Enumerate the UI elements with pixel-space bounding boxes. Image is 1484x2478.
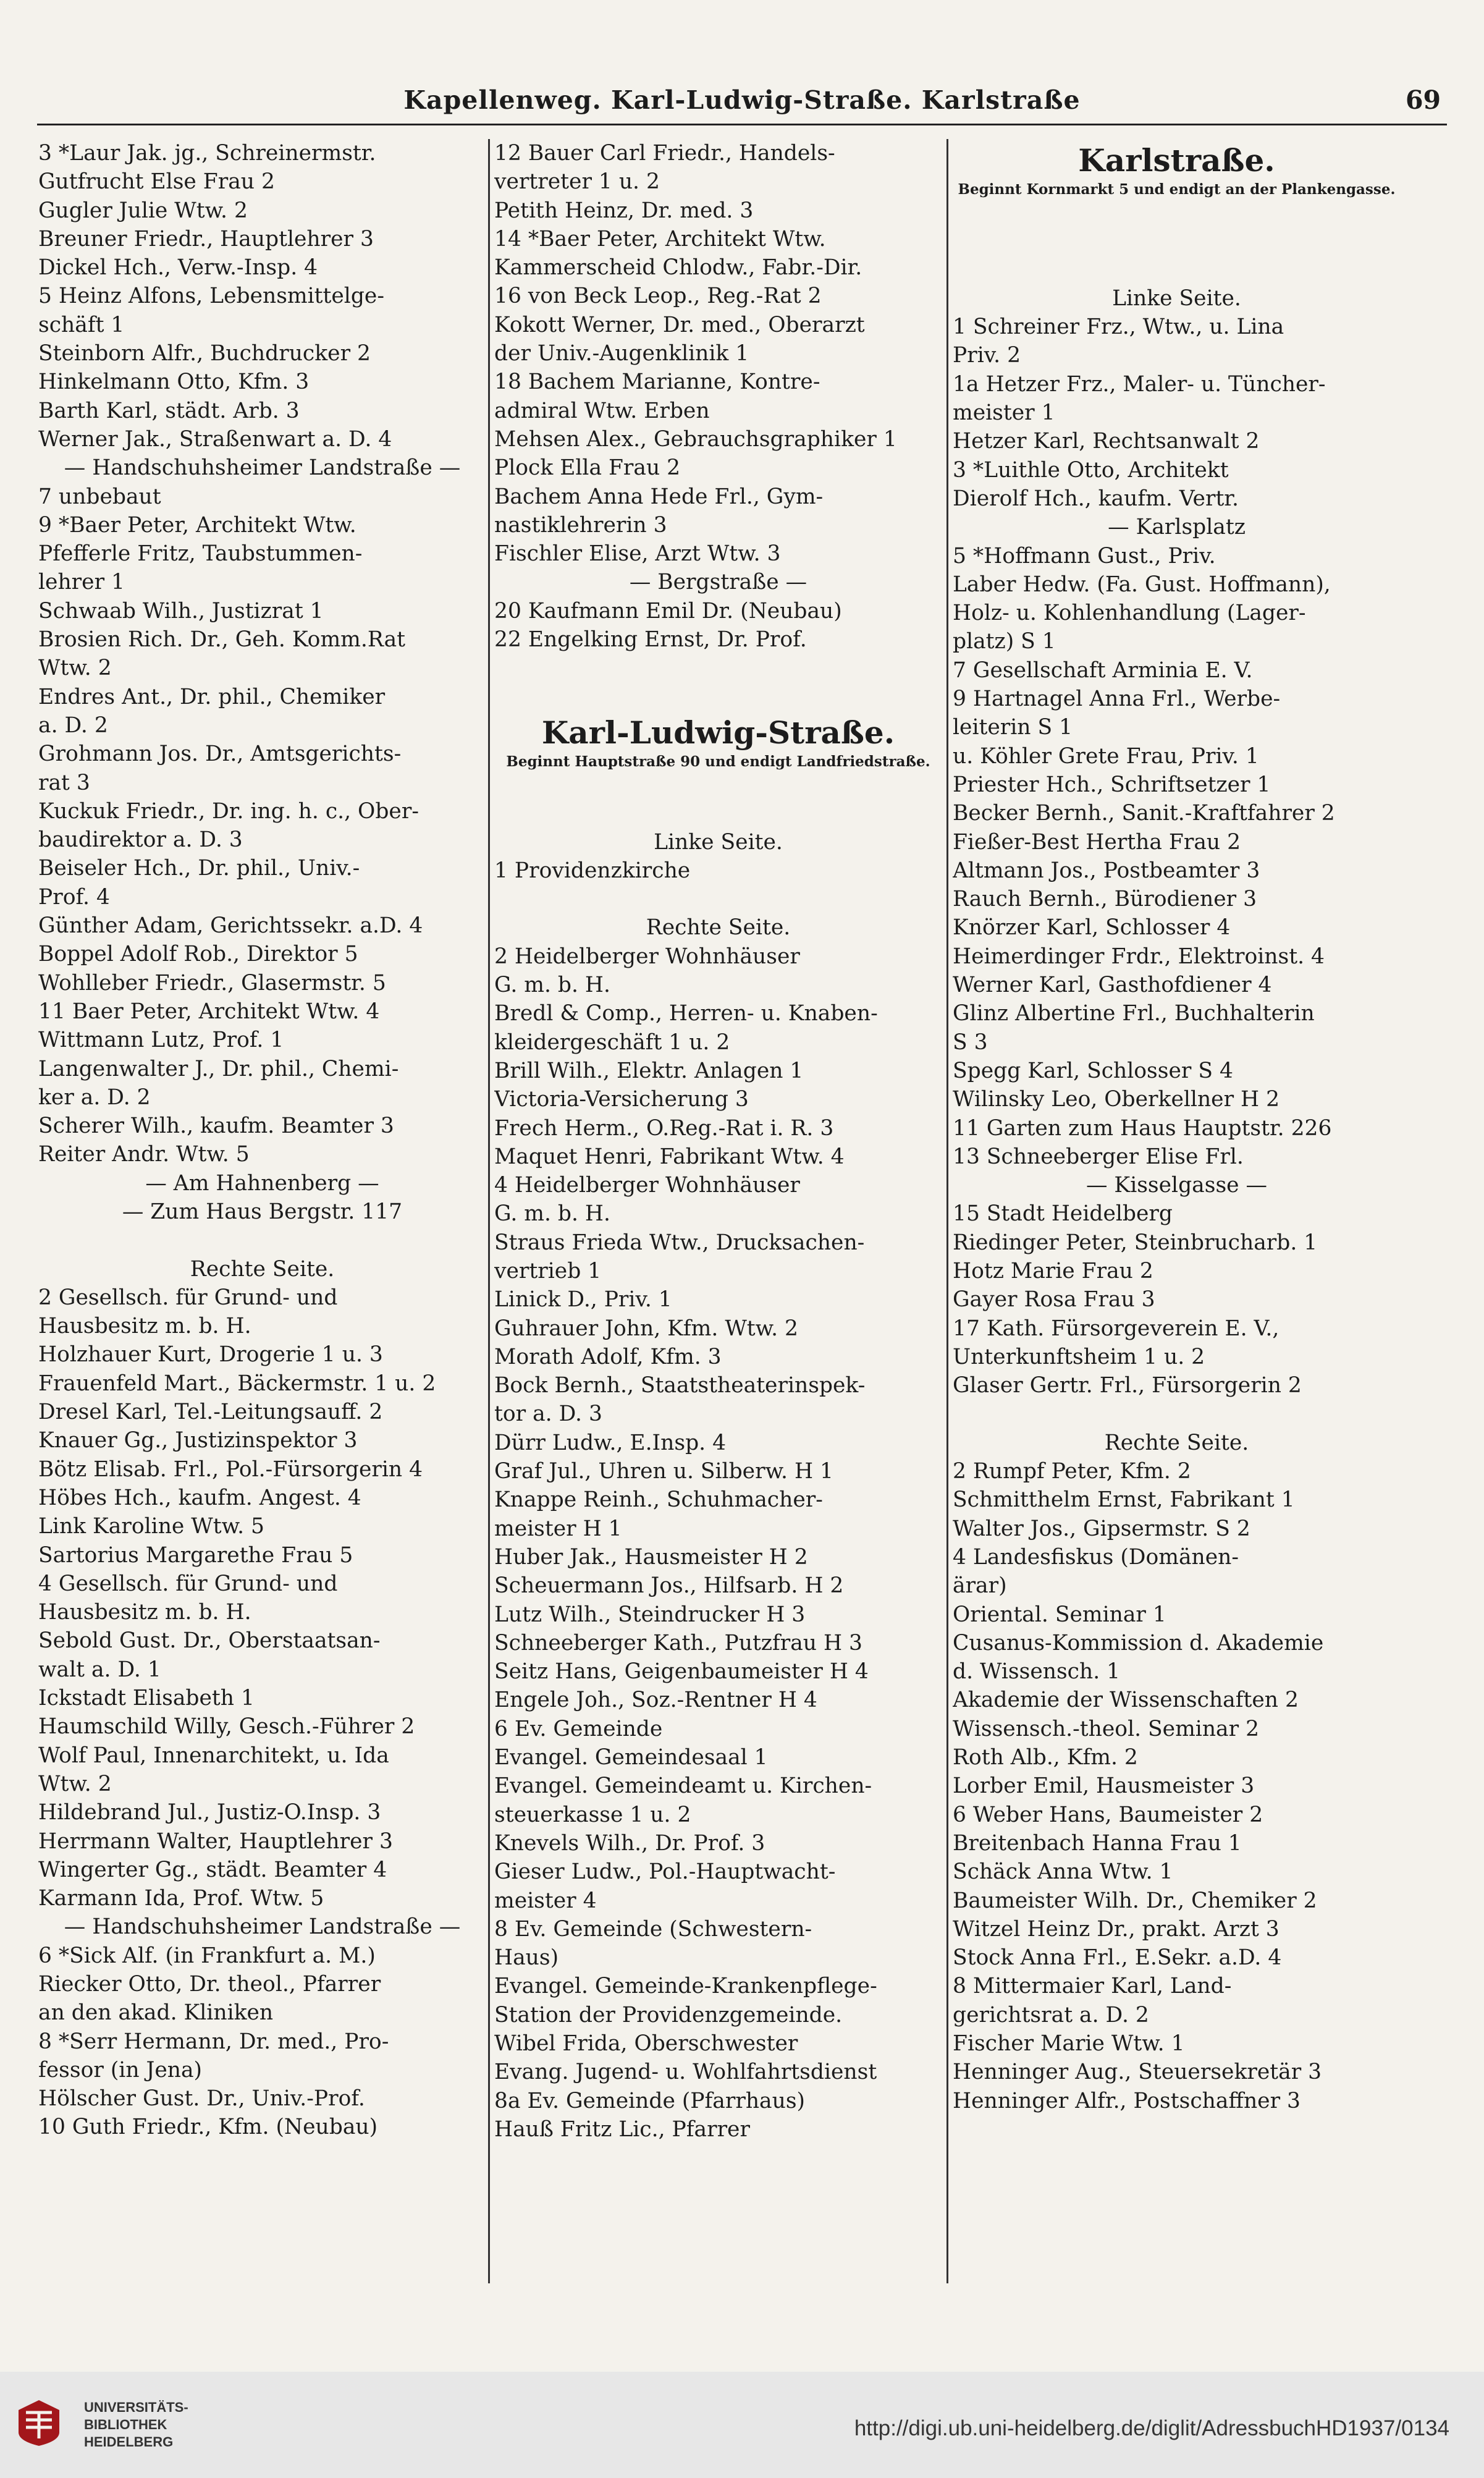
blank-line: [953, 1400, 1401, 1428]
blank-line: [494, 885, 942, 913]
directory-entry: 2 Heidelberger Wohnhäuser: [494, 944, 800, 969]
directory-entry: baudirektor a. D. 3: [38, 827, 243, 853]
directory-entry: Priester Hch., Schriftsetzer 1: [953, 772, 1271, 797]
directory-entry: Glinz Albertine Frl., Buchhalterin: [953, 1001, 1315, 1026]
directory-entry: 5 *Hoffmann Gust., Priv.: [953, 543, 1216, 569]
directory-entry: Herrmann Walter, Hauptlehrer 3: [38, 1829, 393, 1854]
directory-entry: Schwaab Wilh., Justizrat 1: [38, 598, 324, 624]
directory-entry: Linick D., Priv. 1: [494, 1287, 672, 1313]
directory-entry: Werner Jak., Straßenwart a. D. 4: [38, 426, 392, 452]
directory-entry: 11 Baer Peter, Architekt Wtw. 4: [38, 999, 380, 1024]
directory-entry: Cusanus-Kommission d. Akademie: [953, 1630, 1324, 1656]
directory-entry: Evangel. Gemeindeamt u. Kirchen-: [494, 1774, 872, 1799]
directory-entry: Sartorius Margarethe Frau 5: [38, 1542, 353, 1568]
directory-entry: 18 Bachem Marianne, Kontre-: [494, 370, 820, 395]
directory-entry: Dickel Hch., Verw.-Insp. 4: [38, 255, 318, 281]
directory-entry: 13 Schneeberger Elise Frl.: [953, 1144, 1244, 1169]
directory-entry: Priv. 2: [953, 343, 1021, 368]
directory-entry: lehrer 1: [38, 570, 125, 595]
directory-entry: 8 Mittermaier Karl, Land-: [953, 1974, 1232, 1999]
directory-entry: gerichtsrat a. D. 2: [953, 2002, 1149, 2028]
directory-entry: Straus Frieda Wtw., Drucksachen-: [494, 1230, 865, 1255]
library-logo-text: [84, 2399, 188, 2451]
directory-entry: Scheuermann Jos., Hilfsarb. H 2: [494, 1573, 844, 1599]
directory-entry: Fischler Elise, Arzt Wtw. 3: [494, 541, 781, 567]
blank-line: [953, 256, 1401, 284]
directory-entry: Knörzer Karl, Schlosser 4: [953, 915, 1231, 941]
directory-entry: vertrieb 1: [494, 1258, 602, 1283]
directory-entry: Holzhauer Kurt, Drogerie 1 u. 3: [38, 1342, 383, 1368]
directory-entry: Roth Alb., Kfm. 2: [953, 1745, 1138, 1770]
directory-entry: 2 Rumpf Peter, Kfm. 2: [953, 1459, 1191, 1484]
directory-entry: meister H 1: [494, 1516, 622, 1541]
directory-entry: Morath Adolf, Kfm. 3: [494, 1344, 722, 1369]
column-rule: [946, 139, 948, 2283]
directory-entry: 2 Gesellsch. für Grund- und: [38, 1285, 338, 1310]
directory-entry: Guhrauer John, Kfm. Wtw. 2: [494, 1316, 798, 1341]
directory-entry: 8 *Serr Hermann, Dr. med., Pro-: [38, 2029, 389, 2054]
directory-entry: 6 *Sick Alf. (in Frankfurt a. M.): [38, 1943, 376, 1968]
directory-entry: Frech Herm., O.Reg.-Rat i. R. 3: [494, 1115, 834, 1141]
side-heading: Linke Seite.: [1112, 285, 1241, 311]
directory-entry: G. m. b. H.: [494, 973, 610, 998]
logo-line: BIBLIOTHEK: [84, 2417, 167, 2432]
directory-entry: Mehsen Alex., Gebrauchsgraphiker 1: [494, 426, 897, 452]
directory-entry: Brill Wilh., Elektr. Anlagen 1: [494, 1058, 804, 1083]
directory-entry: Heimerdinger Frdr., Elektroinst. 4: [953, 944, 1325, 969]
directory-entry: Oriental. Seminar 1: [953, 1602, 1166, 1627]
directory-entry: Link Karoline Wtw. 5: [38, 1514, 264, 1539]
directory-entry: Petith Heinz, Dr. med. 3: [494, 198, 754, 223]
directory-entry: Henninger Alfr., Postschaffner 3: [953, 2088, 1301, 2113]
directory-entry: 11 Garten zum Haus Hauptstr. 226: [953, 1115, 1332, 1141]
directory-entry: Beiseler Hch., Dr. phil., Univ.-: [38, 856, 360, 881]
directory-entry: leiterin S 1: [953, 715, 1073, 740]
directory-entry: Lutz Wilh., Steindrucker H 3: [494, 1602, 806, 1627]
directory-entry: Kammerscheid Chlodw., Fabr.-Dir.: [494, 255, 862, 281]
directory-entry: Bock Bernh., Staatstheaterinspek-: [494, 1373, 866, 1398]
directory-entry: 4 Heidelberger Wohnhäuser: [494, 1173, 800, 1198]
directory-entry: Wibel Frida, Oberschwester: [494, 2031, 798, 2056]
library-logo-icon: [14, 2398, 64, 2448]
blank-line: [494, 654, 942, 682]
directory-entry: Laber Hedw. (Fa. Gust. Hoffmann),: [953, 572, 1331, 597]
street-title: Karl-Ludwig-Straße.: [541, 714, 895, 751]
directory-entry: ker a. D. 2: [38, 1085, 151, 1110]
running-title: Kapellenweg. Karl-Ludwig-Straße. Karlstraße: [403, 85, 1081, 115]
cross-street-label: — Handschuhsheimer Landstraße —: [64, 1914, 461, 1940]
directory-entry: Schäck Anna Wtw. 1: [953, 1859, 1173, 1885]
directory-entry: Langenwalter J., Dr. phil., Chemi-: [38, 1056, 399, 1081]
directory-entry: 20 Kaufmann Emil Dr. (Neubau): [494, 598, 842, 624]
logo-line: HEIDELBERG: [84, 2434, 174, 2450]
directory-entry: 1a Hetzer Frz., Maler- u. Tüncher-: [953, 371, 1326, 397]
street-title: Karlstraße.: [1078, 142, 1275, 179]
directory-entry: 10 Guth Friedr., Kfm. (Neubau): [38, 2115, 378, 2140]
directory-entry: platz) S 1: [953, 629, 1056, 654]
directory-entry: fessor (in Jena): [38, 2057, 202, 2083]
column-right: [953, 139, 1401, 2115]
logo-line: UNIVERSITÄTS-: [84, 2400, 188, 2415]
directory-entry: Gayer Rosa Frau 3: [953, 1287, 1155, 1313]
directory-entry: 16 von Beck Leop., Reg.-Rat 2: [494, 284, 822, 309]
side-heading: Rechte Seite.: [190, 1256, 335, 1282]
cross-street-label: — Zum Haus Bergstr. 117: [122, 1199, 403, 1224]
directory-entry: Akademie der Wissenschaften 2: [953, 1688, 1299, 1713]
directory-entry: Evangel. Gemeinde-Krankenpflege-: [494, 1974, 877, 1999]
cross-street-label: — Bergstraße —: [629, 570, 807, 595]
directory-entry: Gugler Julie Wtw. 2: [38, 198, 248, 223]
directory-entry: Hetzer Karl, Rechtsanwalt 2: [953, 429, 1260, 454]
directory-entry: meister 1: [953, 400, 1055, 426]
directory-entry: Holz- u. Kohlenhandlung (Lager-: [953, 601, 1306, 626]
directory-entry: nastiklehrerin 3: [494, 512, 667, 538]
directory-entry: Hildebrand Jul., Justiz-O.Insp. 3: [38, 1800, 381, 1825]
directory-entry: 3 *Luithle Otto, Architekt: [953, 457, 1229, 483]
directory-entry: Hausbesitz m. b. H.: [38, 1314, 251, 1339]
directory-entry: meister 4: [494, 1888, 597, 1913]
directory-entry: Station der Providenzgemeinde.: [494, 2002, 843, 2028]
directory-entry: 7 unbebaut: [38, 484, 161, 509]
directory-entry: Victoria-Versicherung 3: [494, 1087, 749, 1112]
blank-line: [494, 771, 942, 799]
directory-entry: Wissensch.-theol. Seminar 2: [953, 1716, 1260, 1741]
directory-entry: 9 Hartnagel Anna Frl., Werbe-: [953, 687, 1281, 712]
directory-entry: Maquet Henri, Fabrikant Wtw. 4: [494, 1144, 845, 1169]
directory-entry: Werner Karl, Gasthofdiener 4: [953, 973, 1272, 998]
directory-entry: 8 Ev. Gemeinde (Schwestern-: [494, 1916, 812, 1942]
directory-entry: 9 *Baer Peter, Architekt Wtw.: [38, 512, 356, 538]
directory-entry: Fießer-Best Hertha Frau 2: [953, 829, 1241, 855]
directory-entry: Endres Ant., Dr. phil., Chemiker: [38, 684, 386, 709]
column-left: [38, 139, 486, 2142]
directory-entry: Schneeberger Kath., Putzfrau H 3: [494, 1630, 863, 1656]
directory-entry: Wolf Paul, Innenarchitekt, u. Ida: [38, 1743, 389, 1768]
street-note: Beginnt Hauptstraße 90 und endigt Landfriedstraße.: [506, 753, 930, 770]
directory-entry: Seitz Hans, Geigenbaumeister H 4: [494, 1659, 869, 1685]
library-footer: [0, 2372, 1484, 2478]
directory-entry: Dürr Ludw., E.Insp. 4: [494, 1430, 727, 1455]
directory-entry: d. Wissensch. 1: [953, 1659, 1121, 1685]
directory-entry: Frauenfeld Mart., Bäckermstr. 1 u. 2: [38, 1371, 436, 1396]
directory-entry: Altmann Jos., Postbeamter 3: [953, 858, 1260, 883]
directory-entry: Kokott Werner, Dr. med., Oberarzt: [494, 312, 865, 337]
directory-entry: walt a. D. 1: [38, 1657, 161, 1682]
directory-entry: Becker Bernh., Sanit.-Kraftfahrer 2: [953, 801, 1335, 826]
blank-line: [494, 683, 942, 711]
blank-line: [953, 227, 1401, 255]
column-middle: [494, 139, 942, 2144]
directory-entry: ärar): [953, 1573, 1007, 1599]
directory-entry: Henninger Aug., Steuersekretär 3: [953, 2060, 1322, 2085]
directory-entry: Wilinsky Leo, Oberkellner H 2: [953, 1087, 1280, 1112]
directory-entry: Breuner Friedr., Hauptlehrer 3: [38, 226, 374, 252]
directory-entry: Breitenbach Hanna Frau 1: [953, 1830, 1242, 1856]
directory-entry: kleidergeschäft 1 u. 2: [494, 1030, 730, 1055]
blank-line: [38, 1226, 486, 1254]
directory-entry: 4 Landesfiskus (Domänen-: [953, 1544, 1239, 1570]
directory-entry: Engele Joh., Soz.-Rentner H 4: [494, 1688, 817, 1713]
directory-entry: Fischer Marie Wtw. 1: [953, 2031, 1185, 2056]
directory-entry: Dresel Karl, Tel.-Leitungsauff. 2: [38, 1400, 383, 1425]
directory-entry: Prof. 4: [38, 884, 110, 910]
directory-entry: Günther Adam, Gerichtssekr. a.D. 4: [38, 913, 423, 939]
directory-entry: Wingerter Gg., städt. Beamter 4: [38, 1857, 387, 1882]
directory-entry: Walter Jos., Gipsermstr. S 2: [953, 1516, 1250, 1541]
directory-entry: Knappe Reinh., Schuhmacher-: [494, 1487, 823, 1513]
column-rule: [488, 139, 490, 2283]
directory-entry: a. D. 2: [38, 713, 108, 738]
directory-entry: 1 Schreiner Frz., Wtw., u. Lina: [953, 315, 1284, 340]
directory-entry: Wtw. 2: [38, 656, 112, 681]
directory-entry: Wohlleber Friedr., Glasermstr. 5: [38, 970, 386, 996]
directory-entry: Plock Ella Frau 2: [494, 455, 681, 481]
directory-entry: Dierolf Hch., kaufm. Vertr.: [953, 486, 1239, 511]
directory-entry: Haus): [494, 1945, 559, 1971]
directory-entry: Rauch Bernh., Bürodiener 3: [953, 887, 1257, 912]
directory-entry: schäft 1: [38, 312, 125, 337]
directory-entry: 5 Heinz Alfons, Lebensmittelge-: [38, 284, 385, 309]
side-heading: Rechte Seite.: [1104, 1430, 1249, 1455]
directory-entry: 3 *Laur Jak. jg., Schreinermstr.: [38, 141, 376, 166]
directory-entry: Barth Karl, städt. Arb. 3: [38, 398, 300, 423]
directory-entry: Wtw. 2: [38, 1771, 112, 1796]
directory-entry: Spegg Karl, Schlosser S 4: [953, 1058, 1233, 1083]
directory-entry: u. Köhler Grete Frau, Priv. 1: [953, 743, 1259, 769]
directory-entry: 15 Stadt Heidelberg: [953, 1201, 1173, 1227]
cross-street-label: — Karlsplatz: [1108, 515, 1246, 540]
directory-entry: Hölscher Gust. Dr., Univ.-Prof.: [38, 2086, 365, 2112]
directory-entry: Karmann Ida, Prof. Wtw. 5: [38, 1886, 324, 1911]
directory-entry: 7 Gesellschaft Arminia E. V.: [953, 658, 1253, 683]
directory-entry: Höbes Hch., kaufm. Angest. 4: [38, 1485, 361, 1510]
directory-entry: Witzel Heinz Dr., prakt. Arzt 3: [953, 1916, 1280, 1942]
directory-entry: Reiter Andr. Wtw. 5: [38, 1142, 250, 1167]
directory-entry: Sebold Gust. Dr., Oberstaatsan-: [38, 1628, 381, 1654]
source-url-link[interactable]: http://digi.ub.uni-heidelberg.de/diglit/AdressbuchHD1937/0134: [854, 2416, 1449, 2440]
street-note: Beginnt Kornmarkt 5 und endigt an der Plankengasse.: [958, 181, 1396, 198]
directory-entry: Bredl & Comp., Herren- u. Knaben-: [494, 1001, 878, 1026]
directory-entry: vertreter 1 u. 2: [494, 169, 660, 195]
directory-entry: Gutfrucht Else Frau 2: [38, 169, 275, 195]
directory-entry: Lorber Emil, Hausmeister 3: [953, 1774, 1255, 1799]
side-heading: Linke Seite.: [654, 829, 783, 855]
directory-entry: steuerkasse 1 u. 2: [494, 1802, 691, 1827]
directory-entry: 17 Kath. Fürsorgeverein E. V.,: [953, 1316, 1280, 1341]
directory-entry: Glaser Gertr. Frl., Fürsorgerin 2: [953, 1373, 1302, 1398]
directory-entry: 4 Gesellsch. für Grund- und: [38, 1571, 338, 1596]
directory-entry: Schmitthelm Ernst, Fabrikant 1: [953, 1487, 1295, 1513]
directory-entry: Ickstadt Elisabeth 1: [38, 1686, 255, 1711]
directory-entry: Hausbesitz m. b. H.: [38, 1600, 251, 1625]
directory-entry: Boppel Adolf Rob., Direktor 5: [38, 942, 358, 967]
directory-entry: Gieser Ludw., Pol.-Hauptwacht-: [494, 1859, 836, 1885]
directory-entry: Knevels Wilh., Dr. Prof. 3: [494, 1830, 765, 1856]
directory-entry: an den akad. Kliniken: [38, 2000, 274, 2026]
directory-entry: Hotz Marie Frau 2: [953, 1258, 1153, 1283]
directory-entry: S 3: [953, 1030, 988, 1055]
directory-entry: Hauß Fritz Lic., Pfarrer: [494, 2116, 750, 2142]
directory-entry: Steinborn Alfr., Buchdrucker 2: [38, 341, 371, 366]
directory-entry: Unterkunftsheim 1 u. 2: [953, 1344, 1205, 1369]
directory-entry: 6 Ev. Gemeinde: [494, 1716, 663, 1741]
directory-entry: 14 *Baer Peter, Architekt Wtw.: [494, 226, 826, 252]
directory-entry: 1 Providenzkirche: [494, 858, 691, 883]
directory-entry: Brosien Rich. Dr., Geh. Komm.Rat: [38, 627, 406, 653]
directory-entry: Wittmann Lutz, Prof. 1: [38, 1028, 284, 1053]
directory-entry: Scherer Wilh., kaufm. Beamter 3: [38, 1114, 394, 1139]
directory-entry: Stock Anna Frl., E.Sekr. a.D. 4: [953, 1945, 1282, 1971]
directory-entry: Bachem Anna Hede Frl., Gym-: [494, 484, 824, 509]
directory-entry: rat 3: [38, 770, 90, 795]
directory-entry: Kuckuk Friedr., Dr. ing. h. c., Ober-: [38, 798, 419, 824]
directory-entry: der Univ.-Augenklinik 1: [494, 341, 749, 366]
directory-entry: Graf Jul., Uhren u. Silberw. H 1: [494, 1459, 833, 1484]
directory-entry: 8a Ev. Gemeinde (Pfarrhaus): [494, 2088, 805, 2113]
directory-entry: Huber Jak., Hausmeister H 2: [494, 1544, 808, 1570]
cross-street-label: — Kisselgasse —: [1086, 1173, 1268, 1198]
directory-entry: tor a. D. 3: [494, 1402, 602, 1427]
page-header: [37, 80, 1447, 125]
directory-entry: admiral Wtw. Erben: [494, 398, 710, 423]
blank-line: [494, 799, 942, 827]
directory-entry: Riecker Otto, Dr. theol., Pfarrer: [38, 1972, 381, 1997]
page-number: 69: [1405, 85, 1441, 115]
side-heading: Rechte Seite.: [646, 915, 791, 941]
directory-entry: Baumeister Wilh. Dr., Chemiker 2: [953, 1888, 1317, 1913]
directory-entry: Evang. Jugend- u. Wohlfahrtsdienst: [494, 2060, 877, 2085]
directory-entry: Pfefferle Fritz, Taubstummen-: [38, 541, 363, 567]
directory-entry: Riedinger Peter, Steinbrucharb. 1: [953, 1230, 1318, 1255]
directory-entry: Evangel. Gemeindesaal 1: [494, 1745, 768, 1770]
directory-entry: Haumschild Willy, Gesch.-Führer 2: [38, 1714, 415, 1740]
cross-street-label: — Am Hahnenberg —: [145, 1170, 379, 1196]
blank-line: [953, 198, 1401, 227]
directory-entry: 22 Engelking Ernst, Dr. Prof.: [494, 627, 807, 653]
directory-entry: Bötz Elisab. Frl., Pol.-Fürsorgerin 4: [38, 1457, 423, 1482]
directory-entry: Knauer Gg., Justizinspektor 3: [38, 1428, 358, 1453]
directory-entry: Hinkelmann Otto, Kfm. 3: [38, 370, 310, 395]
cross-street-label: — Handschuhsheimer Landstraße —: [64, 455, 461, 481]
directory-entry: Grohmann Jos. Dr., Amtsgerichts-: [38, 742, 402, 767]
directory-entry: G. m. b. H.: [494, 1201, 610, 1227]
directory-entry: 6 Weber Hans, Baumeister 2: [953, 1802, 1263, 1827]
directory-entry: 12 Bauer Carl Friedr., Handels-: [494, 141, 835, 166]
